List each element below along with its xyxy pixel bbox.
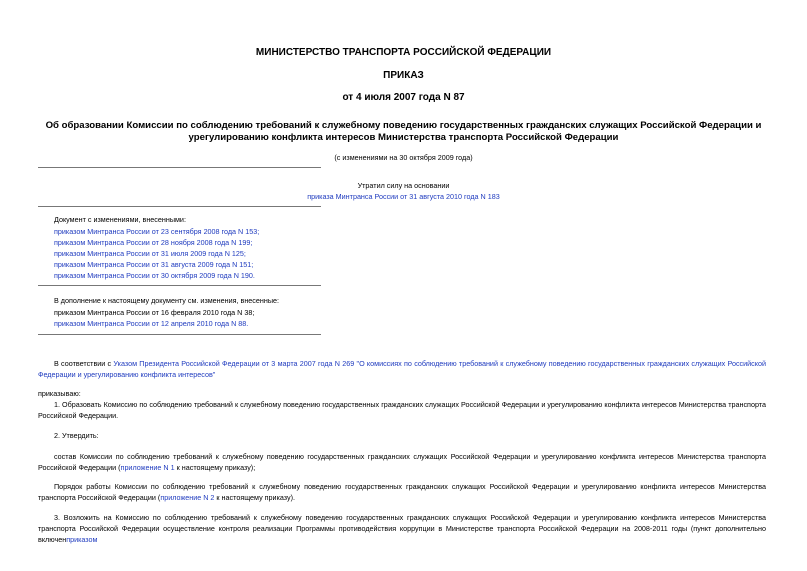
order-link[interactable]: приказом — [66, 535, 98, 544]
divider — [38, 285, 321, 286]
paragraph-3-tail: к настоящему приказу); — [174, 463, 256, 472]
ministry-heading: МИНИСТЕРСТВО ТРАНСПОРТА РОССИЙСКОЙ ФЕДЕРАЦИИ — [255, 47, 552, 58]
paragraph-5 — [38, 512, 766, 545]
change-link[interactable]: приказом Минтранса России от 23 сентября 2008 года N 153; — [54, 227, 260, 236]
paragraph-3 — [38, 451, 766, 473]
intro-text: В соответствии с — [54, 359, 114, 368]
paragraph-2: 2. Утвердить: — [54, 431, 99, 440]
paragraph-1: 1. Образовать Комиссию по соблюдению требований к служебному поведению государственных гражданских служащих Российской Федерации и урегулированию конфликта интересов Министерства транспорта Российской Федерации. — [38, 400, 766, 420]
lost-force-text: Утратил силу на основании — [357, 181, 450, 190]
paragraph-5-text: 3. Возложить на Комиссию по соблюдению требований к служебному поведению государственных гражданских служащих Российской Федерации и урегулированию конфликта интересов Министерства транспорта Российской Федерации осуществление контроля реализации Программы противодействия коррупции в Министерстве транспорта Российской Федерации на 2008-2011 годы (пункт дополнительно включен — [38, 513, 766, 544]
additional-link[interactable]: приказом Минтранса России от 12 апреля 2010 года N 88. — [54, 319, 249, 328]
lost-force-link[interactable]: приказа Минтранса России от 31 августа 2010 года N 183 — [307, 192, 500, 201]
change-link[interactable]: приказом Минтранса России от 31 июля 2009 года N 125; — [54, 249, 246, 258]
additional-heading: В дополнение к настоящему документу см. изменения, внесенные: — [54, 296, 279, 305]
doc-type: ПРИКАЗ — [383, 70, 424, 81]
order-word: приказываю: — [38, 389, 81, 398]
amended-note: (с изменениями на 30 октября 2009 года) — [334, 153, 473, 162]
change-link[interactable]: приказом Минтранса России от 31 августа 2009 года N 151; — [54, 260, 254, 269]
paragraph-4 — [38, 481, 766, 503]
intro-paragraph — [38, 358, 766, 380]
doc-title-line2: урегулированию конфликта интересов Министерства транспорта Российской Федерации — [188, 132, 619, 143]
paragraph-4-tail: к настоящему приказу). — [214, 493, 295, 502]
change-link[interactable]: приказом Минтранса России от 28 ноября 2008 года N 199; — [54, 238, 253, 247]
paragraph-4-text: Порядок работы Комиссии по соблюдению требований к служебному поведению государственных гражданских служащих Российской Федерации и урегулированию конфликта интересов Министерства транспорта Российской Федерации ( — [38, 482, 766, 502]
decree-link[interactable]: Указом Президента Российской Федерации от 3 марта 2007 года N 269 "О комиссиях по соблюдению требований к служебному поведению государственных гражданских служащих Российской Федерации и урегулированию конфликта интересов" — [38, 359, 767, 379]
changes-heading: Документ с изменениями, внесенными: — [54, 215, 186, 224]
paragraph-3-text: состав Комиссии по соблюдению требований к служебному поведению государственных гражданских служащих Российской Федерации и урегулированию конфликта интересов Министерства транспорта Российской Федерации ( — [38, 452, 766, 472]
divider — [38, 167, 321, 168]
divider — [38, 334, 321, 335]
divider — [38, 206, 321, 207]
appendix-1-link[interactable]: приложение N 1 — [120, 463, 175, 472]
change-link[interactable]: приказом Минтранса России от 30 октября 2009 года N 190. — [54, 271, 255, 280]
appendix-2-link[interactable]: приложение N 2 — [160, 493, 215, 502]
additional-item: приказом Минтранса России от 16 февраля 2010 года N 38; — [54, 308, 255, 317]
doc-date: от 4 июля 2007 года N 87 — [342, 92, 465, 103]
doc-title-line1: Об образовании Комиссии по соблюдению требований к служебному поведению государственных гражданских служащих Российской Федерации и — [45, 120, 762, 131]
